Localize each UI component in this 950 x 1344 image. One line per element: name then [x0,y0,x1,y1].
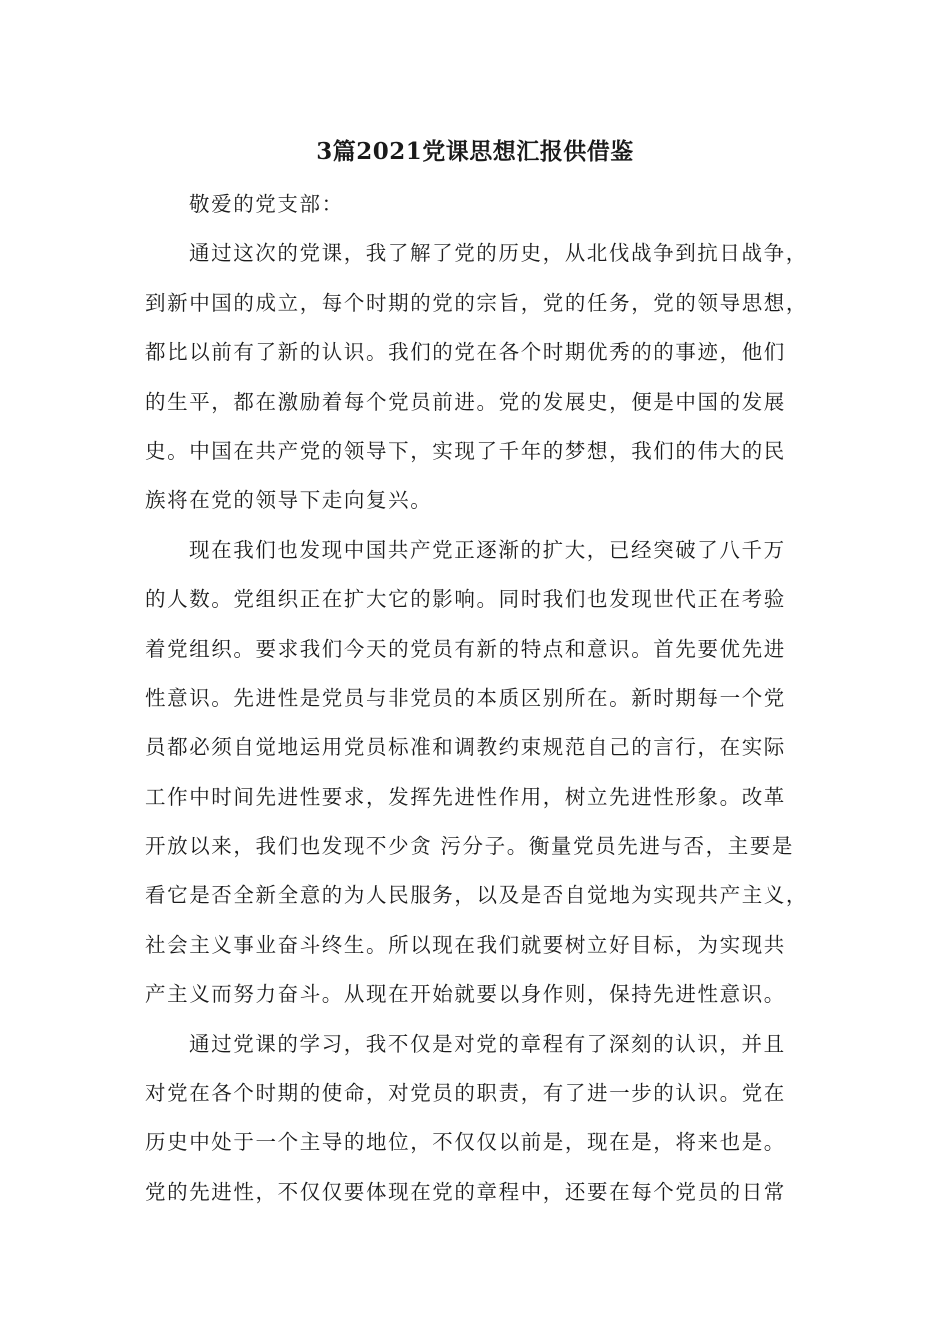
paragraph-line: 通过这次的党课，我了解了党的历史，从北伐战争到抗日战争， [189,241,808,266]
paragraph-line: 产主义而努力奋斗。从现在开始就要以身作则，保持先进性意识。 [145,982,786,1007]
paragraph-line: 看它是否全新全意的为人民服务，以及是否自觉地为实现共产主义， [145,883,808,908]
paragraph-line: 都比以前有了新的认识。我们的党在各个时期优秀的的事迹，他们 [145,340,786,365]
paragraph-1 [145,229,813,525]
paragraph-line: 的生平，都在激励着每个党员前进。党的发展史，便是中国的发展 [145,389,786,414]
paragraph-line: 社会主义事业奋斗终生。所以现在我们就要树立好目标，为实现共 [145,932,786,957]
paragraph-line: 族将在党的领导下走向复兴。 [145,488,433,513]
paragraph-line: 现在我们也发现中国共产党正逐渐的扩大，已经突破了八千万 [189,537,786,562]
paragraph-2 [145,526,813,1020]
paragraph-line: 历史中处于一个主导的地位，不仅仅以前是，现在是，将来也是。 [145,1130,786,1155]
paragraph-line: 的人数。党组织正在扩大它的影响。同时我们也发现世代正在考验 [145,587,786,612]
paragraph-line: 党的先进性，不仅仅要体现在党的章程中，还要在每个党员的日常 [145,1179,786,1204]
paragraph-line: 到新中国的成立，每个时期的党的宗旨，党的任务，党的领导思想， [145,290,808,315]
document-body [145,180,813,1217]
paragraph-line: 通过党课的学习，我不仅是对党的章程有了深刻的认识，并且 [189,1031,786,1056]
paragraph-line: 性意识。先进性是党员与非党员的本质区别所在。新时期每一个党 [145,685,786,710]
paragraph-3 [145,1020,813,1218]
paragraph-line: 工作中时间先进性要求，发挥先进性作用，树立先进性形象。改革 [145,784,786,809]
document-title: 3篇2021党课思想汇报供借鉴 [316,138,634,165]
paragraph-line: 员都必须自觉地运用党员标准和调教约束规范自己的言行，在实际 [145,735,786,760]
paragraph-line: 开放以来，我们也发现不少贪 污分子。衡量党员先进与否，主要是 [145,834,795,859]
paragraph-line: 史。中国在共产党的领导下，实现了千年的梦想，我们的伟大的民 [145,438,786,463]
salutation: 敬爱的党支部： [189,192,344,216]
paragraph-line: 着党组织。要求我们今天的党员有新的特点和意识。首先要优先进 [145,636,786,661]
paragraph-line: 对党在各个时期的使命，对党员的职责，有了进一步的认识。党在 [145,1081,786,1106]
